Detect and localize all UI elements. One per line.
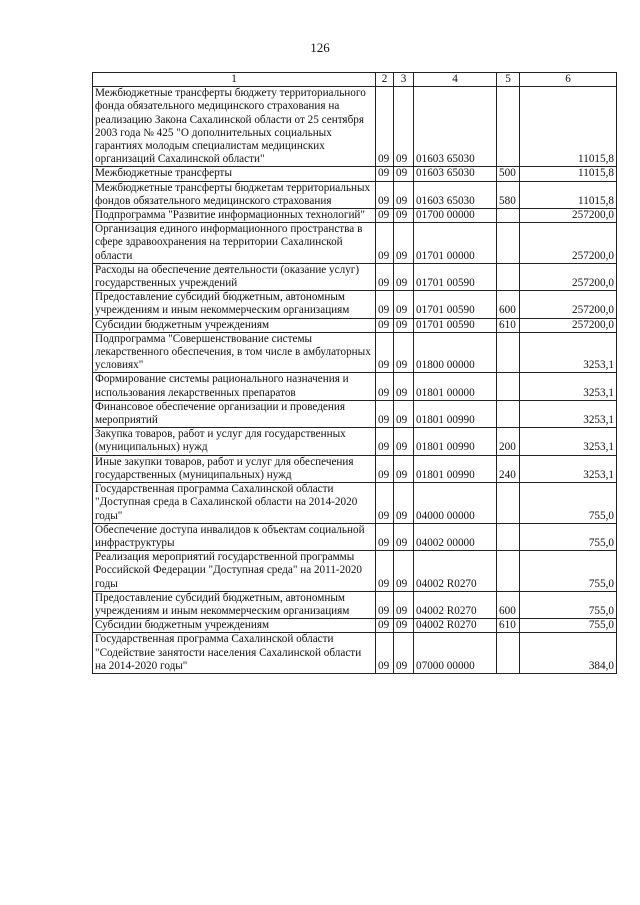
expense-type-cell	[497, 223, 520, 264]
target-article-cell: 07000 00000	[414, 633, 497, 674]
target-article-cell: 01701 00000	[414, 223, 497, 264]
column-header: 5	[497, 73, 520, 87]
table-row	[93, 591, 617, 618]
section-code-cell: 09	[376, 209, 394, 223]
section-code-cell: 09	[376, 483, 394, 524]
amount-cell: 3253,1	[520, 332, 617, 373]
target-article-cell: 01801 00990	[414, 455, 497, 482]
target-article-cell: 01701 00590	[414, 263, 497, 290]
amount-cell: 3253,1	[520, 373, 617, 400]
section-code-cell: 09	[376, 223, 394, 264]
expense-name-cell: Межбюджетные трансферты	[93, 167, 376, 181]
amount-cell: 11015,8	[520, 87, 617, 167]
expense-type-cell	[497, 373, 520, 400]
amount-cell: 257200,0	[520, 291, 617, 318]
subsection-code-cell: 09	[394, 633, 414, 674]
target-article-cell: 01801 00990	[414, 400, 497, 427]
table-row	[93, 167, 617, 181]
subsection-code-cell: 09	[394, 181, 414, 208]
amount-cell: 755,0	[520, 483, 617, 524]
expense-type-cell: 580	[497, 181, 520, 208]
expense-type-cell	[497, 633, 520, 674]
expense-name-cell: Межбюджетные трансферты бюджету территориального фонда обязательного медицинского страхования на реализацию Закона Сахалинской области от 25 сентября 2003 года № 425 "О дополнительных социальных гарантиях молодым специалистам медицинских организаций Сахалинской области"	[93, 87, 376, 167]
target-article-cell: 01700 00000	[414, 209, 497, 223]
target-article-cell: 04002 00000	[414, 523, 497, 550]
subsection-code-cell: 09	[394, 87, 414, 167]
expense-name-cell: Финансовое обеспечение организации и проведения мероприятий	[93, 400, 376, 427]
subsection-code-cell: 09	[394, 332, 414, 373]
section-code-cell: 09	[376, 291, 394, 318]
subsection-code-cell: 09	[394, 483, 414, 524]
section-code-cell: 09	[376, 318, 394, 332]
subsection-code-cell: 09	[394, 223, 414, 264]
expense-type-cell: 200	[497, 428, 520, 455]
expense-name-cell: Подпрограмма "Развитие информационных технологий"	[93, 209, 376, 223]
column-header: 2	[376, 73, 394, 87]
amount-cell: 3253,1	[520, 428, 617, 455]
section-code-cell: 09	[376, 373, 394, 400]
section-code-cell: 09	[376, 181, 394, 208]
target-article-cell: 04002 R0270	[414, 619, 497, 633]
section-code-cell: 09	[376, 551, 394, 592]
table-row	[93, 400, 617, 427]
subsection-code-cell: 09	[394, 318, 414, 332]
expense-type-cell	[497, 87, 520, 167]
table-row	[93, 483, 617, 524]
subsection-code-cell: 09	[394, 619, 414, 633]
table-row	[93, 263, 617, 290]
expense-type-cell	[497, 400, 520, 427]
target-article-cell: 01801 00990	[414, 428, 497, 455]
amount-cell: 755,0	[520, 619, 617, 633]
expense-name-cell: Реализация мероприятий государственной программы Российской Федерации "Доступная среда" на 2011-2020 годы	[93, 551, 376, 592]
expense-name-cell: Организация единого информационного пространства в сфере здравоохранения на территории Сахалинской области	[93, 223, 376, 264]
section-code-cell: 09	[376, 619, 394, 633]
expense-type-cell: 240	[497, 455, 520, 482]
target-article-cell: 01603 65030	[414, 87, 497, 167]
amount-cell: 257200,0	[520, 263, 617, 290]
subsection-code-cell: 09	[394, 263, 414, 290]
column-header: 1	[93, 73, 376, 87]
table-row	[93, 455, 617, 482]
section-code-cell: 09	[376, 633, 394, 674]
table-row	[93, 332, 617, 373]
table-row	[93, 373, 617, 400]
subsection-code-cell: 09	[394, 373, 414, 400]
amount-cell: 755,0	[520, 523, 617, 550]
page-number: 126	[310, 40, 330, 55]
table-row	[93, 523, 617, 550]
expense-name-cell: Предоставление субсидий бюджетным, автономным учреждениям и иным некоммерческим организациям	[93, 291, 376, 318]
expense-type-cell	[497, 263, 520, 290]
expense-type-cell: 610	[497, 619, 520, 633]
expense-name-cell: Формирование системы рационального назначения и использования лекарственных препаратов	[93, 373, 376, 400]
table-row	[93, 87, 617, 167]
table-row	[93, 428, 617, 455]
expense-type-cell	[497, 523, 520, 550]
expense-type-cell: 500	[497, 167, 520, 181]
section-code-cell: 09	[376, 455, 394, 482]
section-code-cell: 09	[376, 400, 394, 427]
table-row	[93, 291, 617, 318]
column-header: 3	[394, 73, 414, 87]
amount-cell: 755,0	[520, 591, 617, 618]
amount-cell: 11015,8	[520, 167, 617, 181]
amount-cell: 257200,0	[520, 318, 617, 332]
column-header: 4	[414, 73, 497, 87]
subsection-code-cell: 09	[394, 591, 414, 618]
expense-name-cell: Обеспечение доступа инвалидов к объектам социальной инфраструктуры	[93, 523, 376, 550]
amount-cell: 257200,0	[520, 209, 617, 223]
target-article-cell: 01800 00000	[414, 332, 497, 373]
expense-name-cell: Закупка товаров, работ и услуг для государственных (муниципальных) нужд	[93, 428, 376, 455]
table-row	[93, 633, 617, 674]
expense-name-cell: Предоставление субсидий бюджетным, автономным учреждениям и иным некоммерческим организациям	[93, 591, 376, 618]
expense-type-cell	[497, 483, 520, 524]
expense-name-cell: Расходы на обеспечение деятельности (оказание услуг) государственных учреждений	[93, 263, 376, 290]
amount-cell: 11015,8	[520, 181, 617, 208]
target-article-cell: 01701 00590	[414, 291, 497, 318]
target-article-cell: 01603 65030	[414, 167, 497, 181]
section-code-cell: 09	[376, 523, 394, 550]
section-code-cell: 09	[376, 87, 394, 167]
expense-type-cell: 600	[497, 591, 520, 618]
table-row	[93, 209, 617, 223]
section-code-cell: 09	[376, 263, 394, 290]
section-code-cell: 09	[376, 591, 394, 618]
subsection-code-cell: 09	[394, 209, 414, 223]
expense-name-cell: Государственная программа Сахалинской области "Доступная среда в Сахалинской области на 2014-2020 годы"	[93, 483, 376, 524]
section-code-cell: 09	[376, 332, 394, 373]
subsection-code-cell: 09	[394, 455, 414, 482]
subsection-code-cell: 09	[394, 428, 414, 455]
amount-cell: 3253,1	[520, 455, 617, 482]
target-article-cell: 04000 00000	[414, 483, 497, 524]
amount-cell: 3253,1	[520, 400, 617, 427]
target-article-cell: 04002 R0270	[414, 551, 497, 592]
table-row	[93, 551, 617, 592]
table-header-row	[93, 73, 617, 87]
expense-type-cell: 600	[497, 291, 520, 318]
expense-name-cell: Субсидии бюджетным учреждениям	[93, 318, 376, 332]
subsection-code-cell: 09	[394, 291, 414, 318]
column-header: 6	[520, 73, 617, 87]
subsection-code-cell: 09	[394, 400, 414, 427]
target-article-cell: 01801 00000	[414, 373, 497, 400]
section-code-cell: 09	[376, 167, 394, 181]
table-row	[93, 318, 617, 332]
expense-name-cell: Подпрограмма "Совершенствование системы лекарственного обеспечения, в том числе в амбулаторных условиях"	[93, 332, 376, 373]
expense-type-cell	[497, 332, 520, 373]
subsection-code-cell: 09	[394, 551, 414, 592]
amount-cell: 384,0	[520, 633, 617, 674]
target-article-cell: 01603 65030	[414, 181, 497, 208]
expense-type-cell	[497, 551, 520, 592]
expense-type-cell: 610	[497, 318, 520, 332]
subsection-code-cell: 09	[394, 523, 414, 550]
amount-cell: 257200,0	[520, 223, 617, 264]
expense-type-cell	[497, 209, 520, 223]
budget-table	[92, 72, 617, 674]
section-code-cell: 09	[376, 428, 394, 455]
amount-cell: 755,0	[520, 551, 617, 592]
table-row	[93, 619, 617, 633]
expense-name-cell: Государственная программа Сахалинской области "Содействие занятости населения Сахалинской области на 2014-2020 годы"	[93, 633, 376, 674]
subsection-code-cell: 09	[394, 167, 414, 181]
expense-name-cell: Иные закупки товаров, работ и услуг для обеспечения государственных (муниципальных) нужд	[93, 455, 376, 482]
target-article-cell: 04002 R0270	[414, 591, 497, 618]
table-row	[93, 181, 617, 208]
expense-name-cell: Межбюджетные трансферты бюджетам территориальных фондов обязательного медицинского страхования	[93, 181, 376, 208]
table-row	[93, 223, 617, 264]
target-article-cell: 01701 00590	[414, 318, 497, 332]
expense-name-cell: Субсидии бюджетным учреждениям	[93, 619, 376, 633]
